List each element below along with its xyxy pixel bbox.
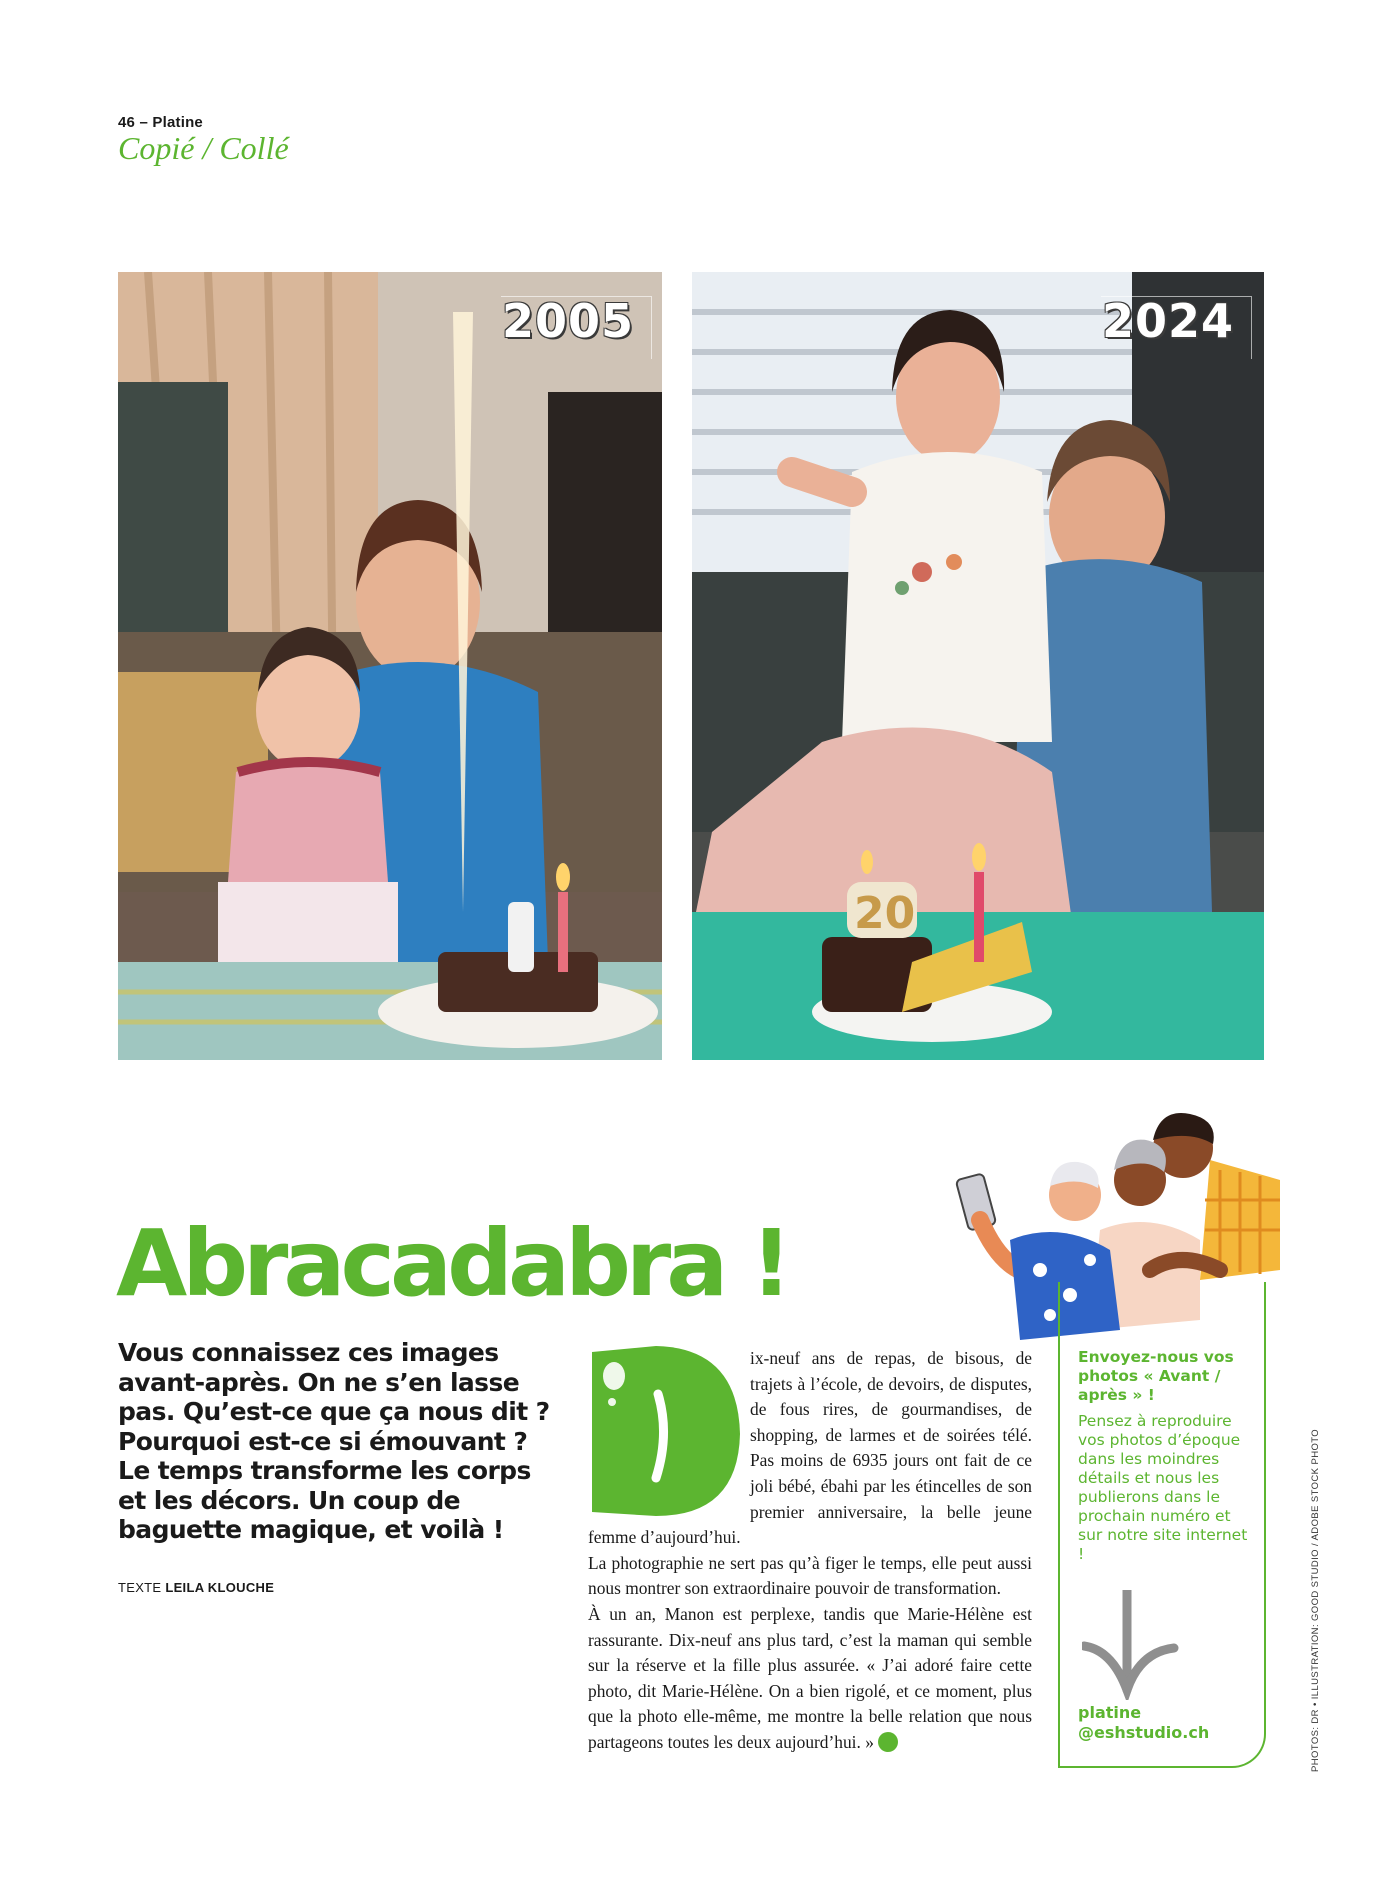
body-paragraph-1: ix-neuf ans de repas, de bisous, de trajets à l’école, de devoirs, de disputes, de fous rires, de gourmandises, de shopping, de larmes et de soirées télé. Pas moins de 6935 jours ont fait de ce joli bébé, ébahi par les étincelles de son premier anniversaire, la belle jeune femme d’aujourd’hui. (588, 1348, 1032, 1548)
sidebar-title: Envoyez-nous vos photos « Avant / après » ! (1078, 1348, 1234, 1404)
photo-2024 (692, 272, 1264, 1060)
magazine-name: Platine (152, 114, 203, 131)
contact-name: platine (1078, 1703, 1142, 1722)
credit-label: TEXTE (118, 1580, 162, 1595)
folio-separator: – (139, 114, 149, 131)
end-mark-icon (878, 1732, 898, 1752)
year-label-2005: 2005 (501, 294, 634, 348)
page-folio (118, 114, 203, 131)
body-paragraph-3-text: À un an, Manon est perplexe, tandis que Marie-Hélène est rassurante. Dix-neuf ans plus tard, c’est la maman qui semble sur la réserve et la fille plus assurée. « J’ai adoré faire cette photo, dit Marie-Hélène. On a bien rigolé, et ce moment, plus que la photo elle-même, me montre la belle relation que nous partageons toutes les deux aujourd’hui. » (588, 1603, 1032, 1752)
svg-text:20: 20 (854, 888, 916, 939)
arrow-down-icon-shape (1082, 1590, 1192, 1700)
sidebar-text: Pensez à reproduire vos photos d’époque dans les moindres détails et nous les publierons dans le prochain numéro et sur notre site internet ! (1078, 1412, 1248, 1563)
photo-2005 (118, 272, 662, 1060)
section-rubric: Copié / Collé (118, 130, 289, 166)
arrow-down-icon (1082, 1590, 1192, 1705)
credit-author: LEILA KLOUCHE (165, 1580, 275, 1595)
page-number: 46 (118, 114, 136, 131)
photo-2005-image (118, 272, 662, 1060)
body-paragraph-3 (588, 1602, 1032, 1756)
article-headline: Abracadabra ! (116, 1210, 788, 1317)
dropcap (586, 1342, 744, 1520)
contact-handle[interactable]: @eshstudio.ch (1078, 1722, 1210, 1742)
dropcap-letter (744, 1342, 745, 1343)
dropcap-shape (586, 1342, 744, 1520)
photo-2024-image (692, 272, 1264, 1060)
article-lead: Vous connaissez ces images avant-après. On ne s’en lasse pas. Qu’est-ce que ça nous dit ? Pourquoi est-ce si émouvant ? Le temps transforme les corps et les décors. Un coup de baguette magique, et voilà ! (118, 1338, 550, 1544)
body-paragraph-2: La photographie ne sert pas qu’à figer le temps, elle peut aussi nous montrer son extraordinaire pouvoir de transformation. (588, 1552, 1032, 1599)
year-label-2024: 2024 (1101, 294, 1234, 348)
author-credit (118, 1580, 274, 1595)
photo-credit: PHOTOS: DR • ILLUSTRATION: GOOD STUDIO / ADOBE STOCK PHOTO (1310, 1428, 1321, 1772)
sidebar-contact (1078, 1703, 1258, 1742)
article-body (588, 1346, 1032, 1756)
